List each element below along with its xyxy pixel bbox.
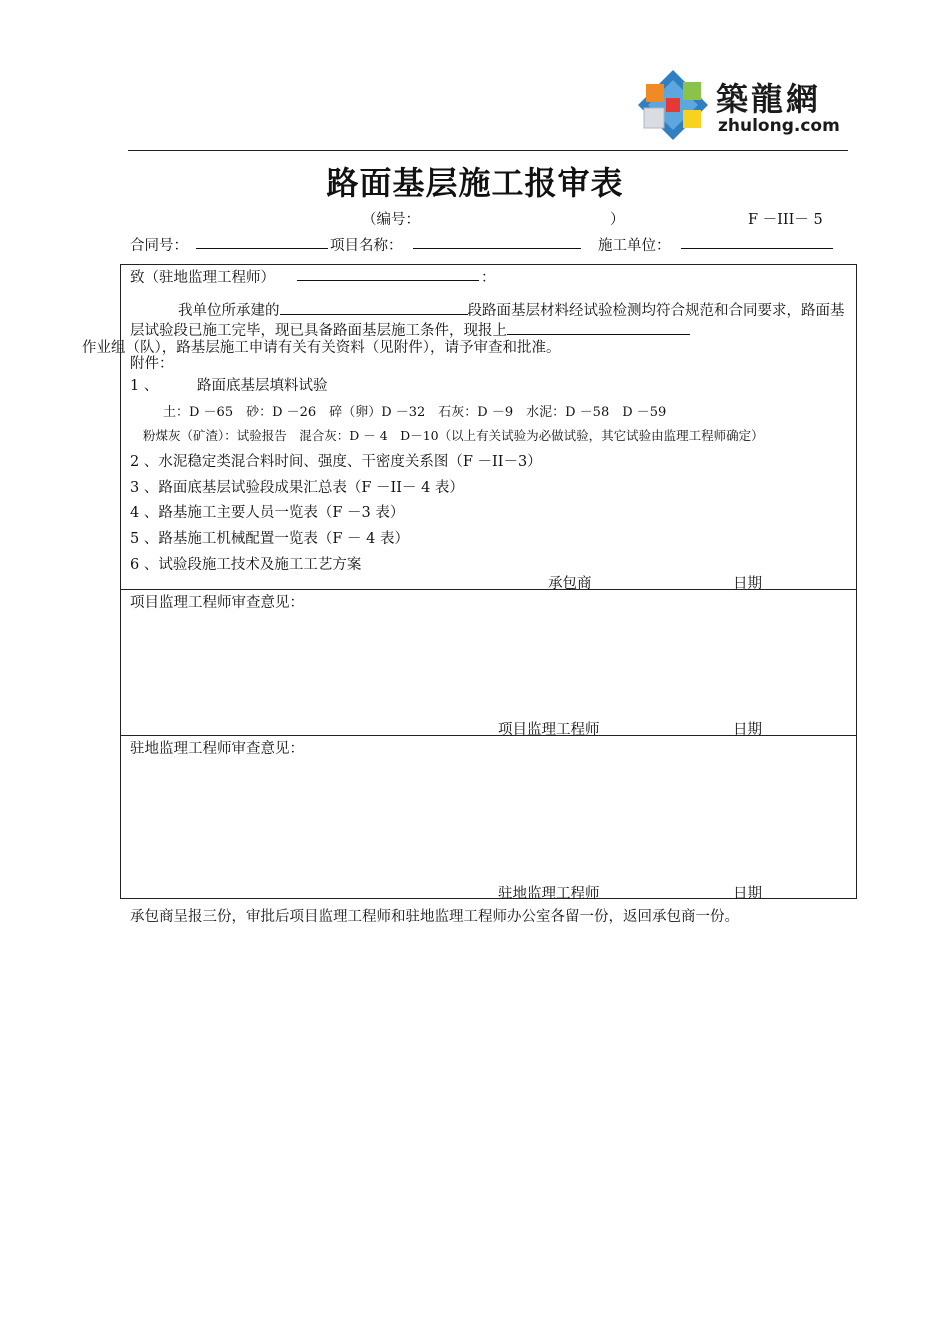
tests-line-1: 土：D －65 砂：D －26 碎（卵）D －32 石灰：D －9 水泥：D －58 D －59 — [163, 405, 667, 420]
number-label: （编号： — [362, 212, 420, 228]
attachment-item: 6 、试验段施工技术及施工工艺方案 — [130, 557, 362, 573]
zhulong-logo — [636, 68, 851, 143]
para-part-a: 我单位所承建的 — [178, 303, 280, 319]
form-code: F －III－ 5 — [748, 212, 823, 228]
project-engineer-date-label: 日期 — [733, 722, 762, 738]
application-paragraph — [82, 300, 850, 357]
attachment-item: 3 、路面底基层试验段成果汇总表（F －II－ 4 表） — [130, 480, 464, 496]
contractor-sign-label: 承包商 — [548, 576, 592, 592]
para-part-c: 作业组（队），路基层施工申请有关有关资料（见附件），请予审查和批准。 — [82, 340, 561, 356]
tests-line-2: 粉煤灰（矿渣）：试验报告 混合灰：D － 4 D－10（以上有关试验为必做试验，其它试验由监理工程师确定） — [143, 428, 764, 443]
engineer-name-field[interactable] — [297, 266, 479, 281]
item1-number: 1 、 — [130, 378, 159, 394]
section-name-field[interactable] — [280, 300, 468, 315]
project-label: 项目名称： — [330, 238, 403, 254]
attachment-item: 2 、水泥稳定类混合料时间、强度、干密度关系图（F －II－3） — [130, 454, 542, 470]
project-field[interactable] — [413, 234, 581, 249]
attachment-item: 5 、路基施工机械配置一览表（F － 4 表） — [130, 531, 409, 547]
contractor-date-label: 日期 — [733, 576, 762, 592]
project-engineer-heading: 项目监理工程师审查意见： — [130, 595, 304, 611]
attachment-item: 4 、路基施工主要人员一览表（F －3 表） — [130, 505, 405, 521]
unit-label: 施工单位： — [598, 238, 671, 254]
work-team-field[interactable] — [507, 320, 690, 335]
item1-text: 路面底基层填料试验 — [197, 378, 328, 394]
contract-label: 合同号： — [130, 238, 188, 254]
resident-engineer-section — [120, 735, 857, 899]
para-part-b: 段路面基层材料经试验检测均符合规范和合同要求，路面基层试验段已施工完毕，现已具备路面基层施工条件，现报上 — [130, 303, 845, 339]
zhulong-logo-icon — [636, 68, 711, 143]
logo-name-cn: 築龍網 — [716, 80, 822, 118]
to-label: 致（驻地监理工程师） — [130, 270, 275, 286]
attachment-label: 附件： — [130, 356, 174, 372]
project-engineer-sign-label: 项目监理工程师 — [498, 722, 600, 738]
document-title: 路面基层施工报审表 — [326, 164, 624, 202]
resident-engineer-heading: 驻地监理工程师审查意见： — [130, 741, 304, 757]
unit-field[interactable] — [681, 234, 833, 249]
contract-field[interactable] — [196, 234, 328, 249]
resident-engineer-sign-label: 驻地监理工程师 — [498, 886, 600, 902]
to-colon: ： — [481, 270, 496, 286]
footer-note: 承包商呈报三份，审批后项目监理工程师和驻地监理工程师办公室各留一份，返回承包商一份。 — [130, 909, 739, 925]
number-close: ） — [610, 212, 625, 228]
logo-domain: zhulong.com — [718, 116, 840, 136]
header-rule — [128, 150, 848, 151]
resident-engineer-date-label: 日期 — [733, 886, 762, 902]
